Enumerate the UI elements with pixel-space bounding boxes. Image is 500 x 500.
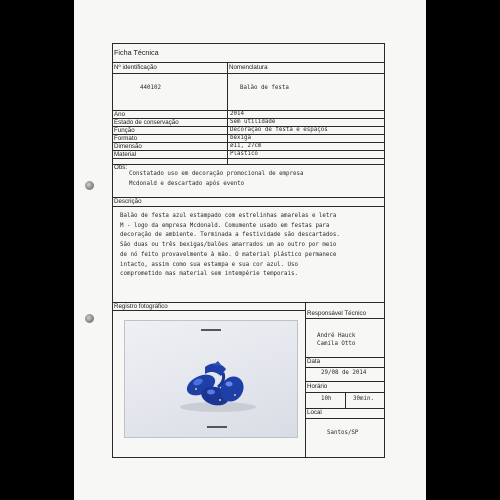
descricao-text	[120, 212, 340, 280]
descricao-line: Balão de festa azul estampado com estrelinhas amarelas e letra	[120, 213, 337, 219]
label-id: Nº identificação	[114, 64, 157, 71]
rule	[112, 158, 385, 159]
binder-hole-bottom	[85, 314, 94, 323]
binder-hole-top	[85, 181, 94, 190]
label-material: Material	[114, 151, 137, 158]
label-data: Data	[307, 358, 321, 365]
obs-line: Constatado uso em decoração promocional de empresa	[129, 171, 304, 177]
descricao-line: de nó feito provavelmente à mão. O material plástico permanece	[120, 251, 337, 258]
rule	[112, 206, 385, 207]
label-estado: Estado de conservação	[114, 119, 179, 126]
descricao-line: comprometido mas material sem intempérie temporais.	[120, 271, 298, 278]
value-dimensao: ⌀11, 27cm	[230, 143, 262, 149]
rule	[112, 164, 385, 165]
descricao-line: decoração de ambiente. Terminada a festividade são descartados.	[120, 232, 340, 239]
label-local: Local	[307, 409, 322, 416]
obs-text	[129, 170, 304, 189]
rule	[112, 110, 385, 111]
descricao-line: intacto, assim como sua estampa e sua cor azul. Uso	[120, 261, 298, 268]
value-horario-minuto: 30min.	[353, 396, 374, 402]
value-horario-hora: 10h	[321, 396, 332, 402]
rule	[227, 62, 228, 110]
rule	[305, 302, 306, 458]
label-nomenclatura: Nomenclatura	[229, 64, 268, 71]
page-title: Ficha Técnica	[114, 48, 159, 57]
rule	[305, 367, 385, 368]
label-funcao: Função	[114, 127, 135, 134]
value-data: 29/08 de 2014	[321, 370, 367, 376]
rule	[305, 418, 385, 419]
label-dimensao: Dimensão	[114, 143, 142, 150]
rule	[305, 318, 385, 319]
balloon-photo	[124, 320, 298, 438]
value-formato: bexiga	[230, 135, 251, 141]
rule	[112, 197, 385, 198]
label-horario: Horário	[307, 383, 328, 390]
balloon-image	[125, 321, 299, 439]
value-local: Santos/SP	[327, 430, 359, 436]
rule	[345, 392, 346, 408]
value-id: 440102	[140, 85, 161, 91]
value-ano: 2014	[230, 111, 244, 117]
label-obs: Obs:	[114, 164, 128, 171]
descricao-line: M - logo da empresa Mcdonald. Comumente usado em festas para	[120, 222, 330, 229]
value-estado: Sem utilidade	[230, 119, 276, 125]
value-material: Plástico	[230, 151, 258, 157]
document-page	[74, 0, 426, 500]
label-formato: Formato	[114, 135, 138, 142]
label-ano: Ano	[114, 111, 126, 118]
obs-line: Mcdonald e descartado após evento	[129, 180, 245, 187]
value-nomenclatura: Balão de festa	[240, 85, 289, 91]
value-funcao: Decoração de festa e espaços	[230, 127, 328, 133]
rule	[227, 110, 228, 164]
label-registro: Registro fotográfico	[114, 303, 168, 310]
rule	[112, 73, 385, 74]
label-responsavel: Responsável Técnico	[307, 310, 367, 317]
value-responsavel-2: Camila Otto	[317, 341, 356, 347]
rule	[112, 62, 385, 63]
rule	[305, 381, 385, 382]
value-responsavel-1: André Hauck	[317, 333, 356, 339]
descricao-line: São duas ou três bexigas/balões amarrados um ao outro por meio	[120, 242, 337, 249]
label-descricao: Descrição	[114, 198, 142, 205]
